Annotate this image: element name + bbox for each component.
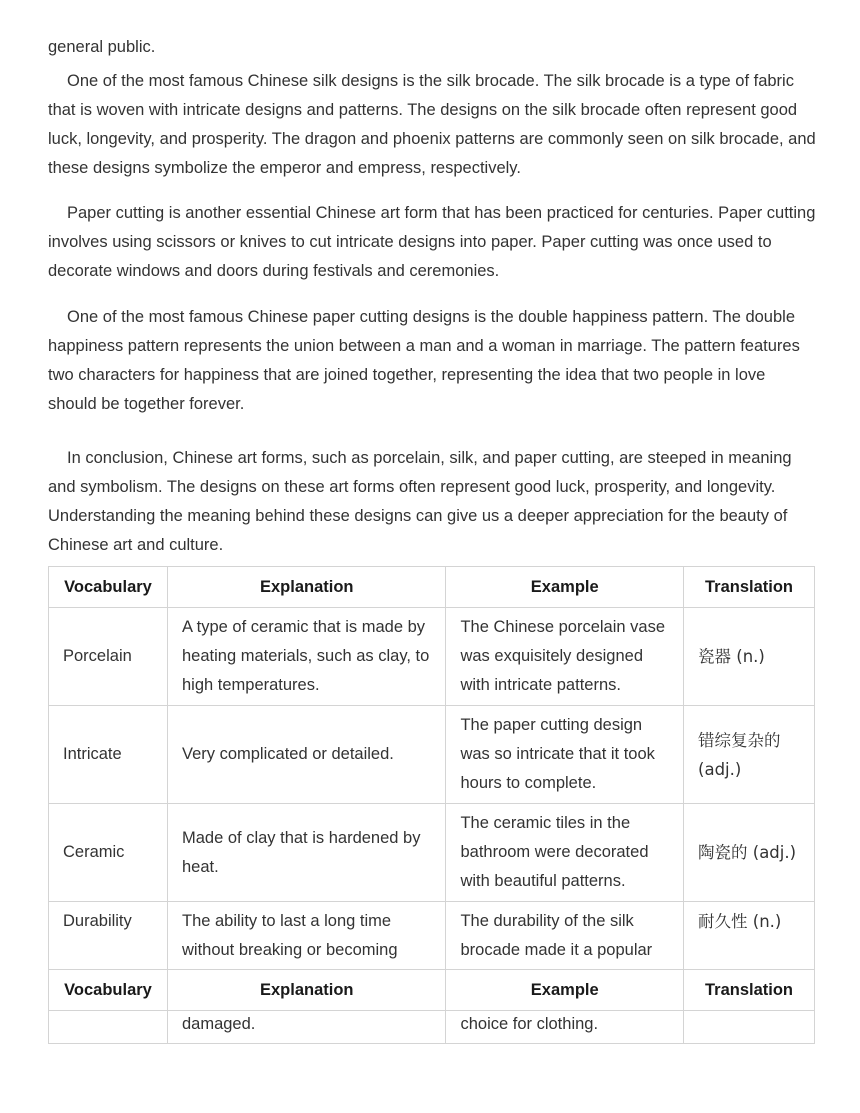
cell-translation [684,1011,815,1044]
table-row-continuation [49,1011,815,1044]
paragraph-silk-brocade: One of the most famous Chinese silk designs is the silk brocade. The silk brocade is a type of fabric that is woven with intricate designs and patterns. The designs on the silk brocade often represent good luck, longevity, and prosperity. The dragon and phoenix patterns are commonly seen on silk brocade, and these designs symbolize the emperor and empress, respectively. [48,72,816,177]
header-example: Example [446,567,684,608]
cell-explanation: Very complicated or detailed. [167,706,445,804]
header-translation: Translation [684,970,815,1011]
cell-translation: 耐久性 (n.) [684,902,815,970]
cell-example: choice for clothing. [446,1011,684,1044]
paragraph-double-happiness: One of the most famous Chinese paper cutting designs is the double happiness pattern. The double happiness pattern represents the union between a man and a woman in marriage. The pattern features two characters for happiness that are joined together, representing the idea that two people in love should be together forever. [48,308,800,413]
cell-explanation: Made of clay that is hardened by heat. [167,804,445,902]
cell-translation: 陶瓷的 (adj.) [684,804,815,902]
table-header-row [49,567,815,608]
paragraph-paper-cutting: Paper cutting is another essential Chinese art form that has been practiced for centuries. Paper cutting involves using scissors or knives to cut intricate designs into paper. Paper cutting was once used to decorate windows and doors during festivals and ceremonies. [48,204,816,280]
table-row [49,608,815,706]
cell-vocabulary: Intricate [49,706,168,804]
cell-example: The paper cutting design was so intricate that it took hours to complete. [446,706,684,804]
paragraph-conclusion: In conclusion, Chinese art forms, such as porcelain, silk, and paper cutting, are steeped in meaning and symbolism. The designs on these art forms often represent good luck, prosperity, and longevity. Understanding the meaning behind these designs can give us a deeper appreciation for the beauty of Chinese art and culture. [48,449,792,554]
cell-example: The ceramic tiles in the bathroom were decorated with beautiful patterns. [446,804,684,902]
cell-translation: 瓷器 (n.) [684,608,815,706]
header-example: Example [446,970,684,1011]
table-row [49,804,815,902]
header-vocabulary: Vocabulary [49,970,168,1011]
table-row [49,706,815,804]
cell-translation: 错综复杂的 (adj.) [684,706,815,804]
paragraph-fragment: general public. [48,38,156,56]
cell-example: The Chinese porcelain vase was exquisitely designed with intricate patterns. [446,608,684,706]
cell-explanation: A type of ceramic that is made by heating materials, such as clay, to high temperatures. [167,608,445,706]
header-translation: Translation [684,567,815,608]
header-explanation: Explanation [167,970,445,1011]
vocabulary-table [48,566,815,1044]
header-vocabulary: Vocabulary [49,567,168,608]
cell-vocabulary: Porcelain [49,608,168,706]
header-explanation: Explanation [167,567,445,608]
cell-vocabulary: Ceramic [49,804,168,902]
cell-example: The durability of the silk brocade made it a popular [446,902,684,970]
cell-explanation: damaged. [167,1011,445,1044]
cell-explanation: The ability to last a long time without breaking or becoming [167,902,445,970]
cell-vocabulary [49,1011,168,1044]
table-row [49,902,815,970]
table-repeat-header-row [49,970,815,1011]
cell-vocabulary: Durability [49,902,168,970]
